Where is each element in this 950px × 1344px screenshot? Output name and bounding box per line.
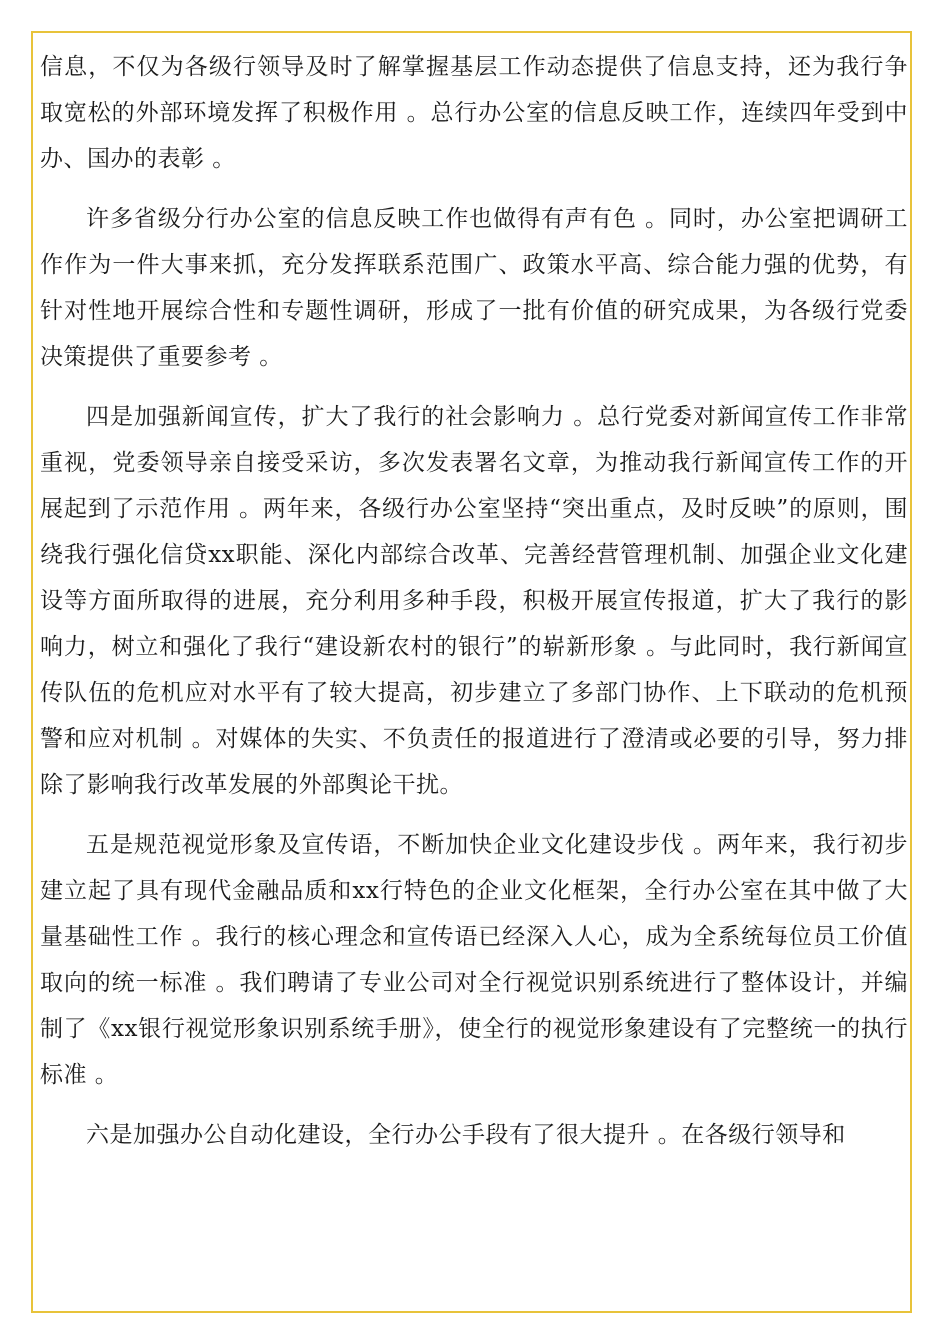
- paragraph-office-automation: 六是加强办公自动化建设，全行办公手段有了很大提升 。在各级行领导和: [86, 1122, 846, 1148]
- document-body: [40, 44, 908, 1172]
- paragraph-continuation: 信息，不仅为各级行领导及时了解掌握基层工作动态提供了信息支持，还为我行争取宽松的外部环境发挥了积极作用 。总行办公室的信息反映工作，连续四年受到中办、国办的表彰 。: [40, 54, 908, 172]
- paragraph-research: 许多省级分行办公室的信息反映工作也做得有声有色 。同时，办公室把调研工作作为一件大事来抓，充分发挥联系范围广、政策水平高、综合能力强的优势，有针对性地开展综合性和专题性调研，形成了一批有价值的研究成果，为各级行党委决策提供了重要参考 。: [40, 206, 908, 370]
- paragraph-visual-identity: 五是规范视觉形象及宣传语，不断加快企业文化建设步伐 。两年来，我行初步建立起了具有现代金融品质和xx行特色的企业文化框架，全行办公室在其中做了大量基础性工作 。我行的核心理念和宣传语已经深入人心，成为全系统每位员工价值取向的统一标准 。我们聘请了专业公司对全行视觉识别系统进行了整体设计，并编制了《xx银行视觉形象识别系统手册》，使全行的视觉形象建设有了完整统一的执行标准 。: [40, 832, 908, 1088]
- paragraph-news-publicity: 四是加强新闻宣传，扩大了我行的社会影响力 。总行党委对新闻宣传工作非常重视，党委领导亲自接受采访，多次发表署名文章，为推动我行新闻宣传工作的开展起到了示范作用 。两年来，各级行办公室坚持“突出重点，及时反映”的原则，围绕我行强化信贷xx职能、深化内部综合改革、完善经营管理机制、加强企业文化建设等方面所取得的进展，充分利用多种手段，积极开展宣传报道，扩大了我行的影响力，树立和强化了我行“建设新农村的银行”的崭新形象 。与此同时，我行新闻宣传队伍的危机应对水平有了较大提高，初步建立了多部门协作、上下联动的危机预警和应对机制 。对媒体的失实、不负责任的报道进行了澄清或必要的引导，努力排除了影响我行改革发展的外部舆论干扰。: [40, 404, 908, 798]
